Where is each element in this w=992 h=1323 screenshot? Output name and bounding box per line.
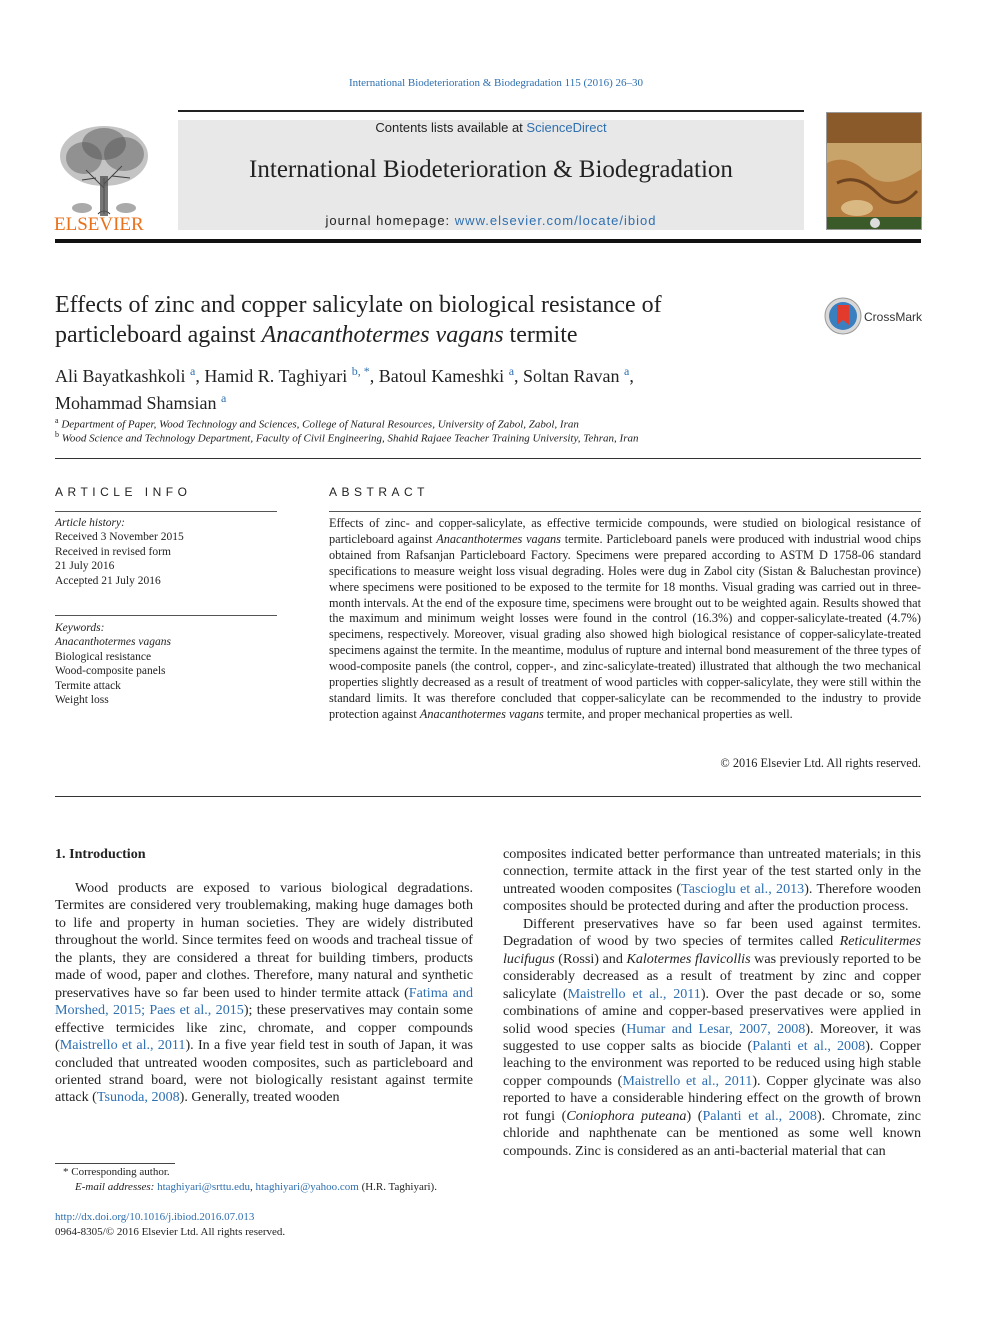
journal-reference[interactable]: International Biodeterioration & Biodegradation 115 (2016) 26–30 [348, 77, 644, 89]
citation-link[interactable]: Maistrello et al., 2011 [622, 1072, 753, 1089]
contents-prefix: Contents lists available at [375, 120, 527, 135]
header-top-rule [178, 110, 804, 112]
history-line: Received in revised form [55, 545, 171, 558]
keyword: Termite attack [55, 679, 121, 692]
article-title [55, 290, 775, 350]
history-label: Article history: [55, 517, 125, 529]
intro-paragraph-1: Wood products are exposed to various biological degradations. Termites are considered very troublemaking, making huge damages both to life and property in human societies. They are widely distributed throughout the world. Since termites feed on woods and tracheal tissue of the plants, they are considered a threat for building timbers, products made of wood, paper and clothes. Therefore, many natural and synthetic preservatives have so far been used to hinder termite attack (Fatima and Morshed, 2015; Paes et al., 2015); these preservatives may contain some effective termicides like zinc, chromate, and copper compounds (Maistrello et al., 2011). In a five year field test in south of Japan, it was concluded that untreated wooden composites, such as particleboard and oriented strand board, were not biologically resistant against termite attack (Tsunoda, 2008). Generally, treated wooden [55, 880, 473, 1106]
divider-after-affiliations [55, 458, 921, 459]
abstract-copyright: © 2016 Elsevier Ltd. All rights reserved. [720, 756, 921, 770]
abstract-text: Effects of zinc- and copper-salicylate, as effective termicide compounds, were studied on biological resistance of particleboard against Anacanthotermes vagans termite. Particleboard panels were produced with industrial wood chips obtained from Rafsanjan Particleboard Factory. Specimens were prepared according to ASTM D 1758-06 standard specifications to measure weight loss visual degrading. Holes were dug in Zabol city (Sistan & Baluchestan province) where specimens were positioned to be exposed to the termite for 18 months. Visual grading was carried out in three-month intervals. At the end of the exposure time, specimens were brought out to be weighted again. Results showed that the maximum and minimum weight losses were found in the control (16.3%) and copper-salicylate-treated (4.7%) specimens, respectively. Moreover, visual grading also showed high biological resistance of copper-salicylate-treated specimens against the termite. In the meantime, modulus of rupture and internal bond measurement of the three types of wood-composite panels (the control, copper-, and zinc-salicylate-treated) illustrated that although the two mechanical properties slightly decreased as a result of treatment of wood particles with copper-salicylate, they were still within the standard limits. It was therefore concluded that copper-salicylate can be recommended to the industry to provide protection against Anacanthotermes vagans termite, and proper mechanical properties as well. [329, 516, 921, 721]
homepage-link[interactable]: www.elsevier.com/locate/ibiod [454, 213, 657, 228]
issn-copyright: 0964-8305/© 2016 Elsevier Ltd. All rights reserved. [55, 1226, 286, 1238]
journal-title: International Biodeterioration & Biodegradation [249, 156, 733, 183]
abstract-heading: ABSTRACT [329, 485, 430, 499]
keywords [55, 621, 277, 707]
intro-paragraph-2: Different preservatives have so far been used against termites. Degradation of wood by two species of termites called Reticulitermes lucifugus (Rossi) and Kalotermes flavicollis was previously reported to be considerably decreased as a result of treatment by zinc and copper salicylate (Maistrello et al., 2011). Over the past decade or so, some combinations of amine and copper-based preservatives were applied in solid wood species (Humar and Lesar, 2007, 2008). Moreover, it was suggested to use copper salts as biocide (Palanti et al., 2008). Copper leaching to the environment was reported to be reduced using high stable copper compounds (Maistrello et al., 2011). Copper glycinate was also reported to have a considerable hindering effect on the growth of brown rot fungi (Coniophora puteana) (Palanti et al., 2008). Chromate, zinc chloride and naphthenate can be mentioned as some well known compounds. Zinc is considered as an anti-bacterial material that can [503, 915, 922, 1159]
cover-image-icon [827, 113, 922, 230]
keywords-label: Keywords: [55, 622, 105, 634]
title-species: Anacanthotermes vagans [261, 322, 504, 348]
author[interactable]: Mohammad Shamsian $^a$ [55, 391, 227, 413]
author[interactable]: Soltan Ravan $^a$ [523, 364, 630, 386]
elsevier-logo[interactable] [52, 118, 156, 236]
doi-link[interactable]: http://dx.doi.org/10.1016/j.ibiod.2016.07.013 [55, 1211, 255, 1223]
intro-paragraph-1-cont: composites indicated better performance than untreated materials; in this connection, termite attack in the first year of the test started only in the untreated wooden composites (Tascioglu et al., 2013). Therefore wooden composites should be protected during and after the production process. [503, 846, 921, 915]
author[interactable]: Batoul Kameshki $^a$ [378, 364, 515, 386]
section-heading-introduction: 1. Introduction [55, 846, 146, 862]
contents-line [178, 120, 804, 135]
sciencedirect-link[interactable]: ScienceDirect [526, 120, 607, 135]
citation-link[interactable]: Tsunoda, 2008 [96, 1089, 180, 1106]
header-thick-rule [55, 239, 921, 243]
citation-link[interactable]: Humar and Lesar, 2007, 2008 [626, 1020, 806, 1037]
affiliation-a: $^a$ Department of Paper, Wood Technology and Sciences, College of Natural Resources, University of Zabol, Zabol, Iran [55, 416, 579, 431]
keyword: Wood-composite panels [55, 665, 166, 678]
keyword: Anacanthotermes vagans [55, 636, 171, 649]
homepage-prefix: journal homepage: [325, 213, 455, 228]
corresponding-author-note: * Corresponding author. [63, 1166, 170, 1178]
abstract-rule [329, 511, 921, 512]
footnote-rule [55, 1163, 175, 1164]
history-line: Received 3 November 2015 [55, 531, 184, 544]
crossmark-icon [824, 296, 924, 336]
citation-link[interactable]: Maistrello et al., 2011 [567, 985, 701, 1002]
citation-link[interactable]: Fatima and Morshed, 2015; Paes et al., 2015 [55, 984, 473, 1019]
affiliation-b: $^b$ Wood Science and Technology Department, Faculty of Civil Engineering, Shahid Rajaee Teacher Training University, Tehran, Iran [55, 430, 639, 445]
keyword: Biological resistance [55, 650, 152, 663]
crossmark-badge[interactable] [824, 296, 924, 336]
citation-link[interactable]: Tascioglu et al., 2013 [681, 880, 805, 897]
citation-link[interactable]: Palanti et al., 2008 [702, 1107, 817, 1124]
keywords-rule [55, 615, 277, 616]
history-line: Accepted 21 July 2016 [55, 574, 161, 587]
email-link[interactable]: htaghiyari@yahoo.com [255, 1181, 359, 1193]
right-column [503, 846, 921, 1160]
divider-after-abstract [55, 796, 921, 797]
title-line-2-end: termite [503, 322, 578, 348]
elsevier-wordmark: ELSEVIER [54, 214, 144, 235]
left-column [55, 880, 473, 1107]
elsevier-tree-icon [52, 118, 156, 236]
journal-cover-thumbnail[interactable] [826, 112, 922, 230]
journal-homepage [178, 213, 804, 228]
citation-link[interactable]: Maistrello et al., 2011 [59, 1037, 186, 1054]
title-line-1: Effects of zinc and copper salicylate on biological resistance of [55, 292, 662, 318]
article-info-heading: ARTICLE INFO [55, 485, 192, 499]
article-info-rule [55, 511, 277, 512]
article-history [55, 516, 277, 588]
crossmark-label: CrossMark [864, 310, 923, 324]
author[interactable]: Hamid R. Taghiyari $^{b, *}$ [204, 364, 370, 386]
history-line: 21 July 2016 [55, 560, 115, 573]
author[interactable]: Ali Bayatkashkoli $^a$ [55, 364, 196, 386]
email-footnote: E-mail addresses: htaghiyari@srttu.edu, htaghiyari@yahoo.com (H.R. Taghiyari). [75, 1181, 437, 1193]
citation-link[interactable]: Palanti et al., 2008 [752, 1037, 866, 1054]
email-link[interactable]: htaghiyari@srttu.edu [157, 1181, 251, 1193]
keyword: Weight loss [55, 694, 109, 707]
author-list: Ali Bayatkashkoli $^a$, Hamid R. Taghiyari $^{b, *}$, Batoul Kameshki $^a$, Soltan Ravan $^a$, Mohammad Shamsian $^a$ [55, 364, 634, 413]
title-line-2: particleboard against [55, 322, 262, 348]
